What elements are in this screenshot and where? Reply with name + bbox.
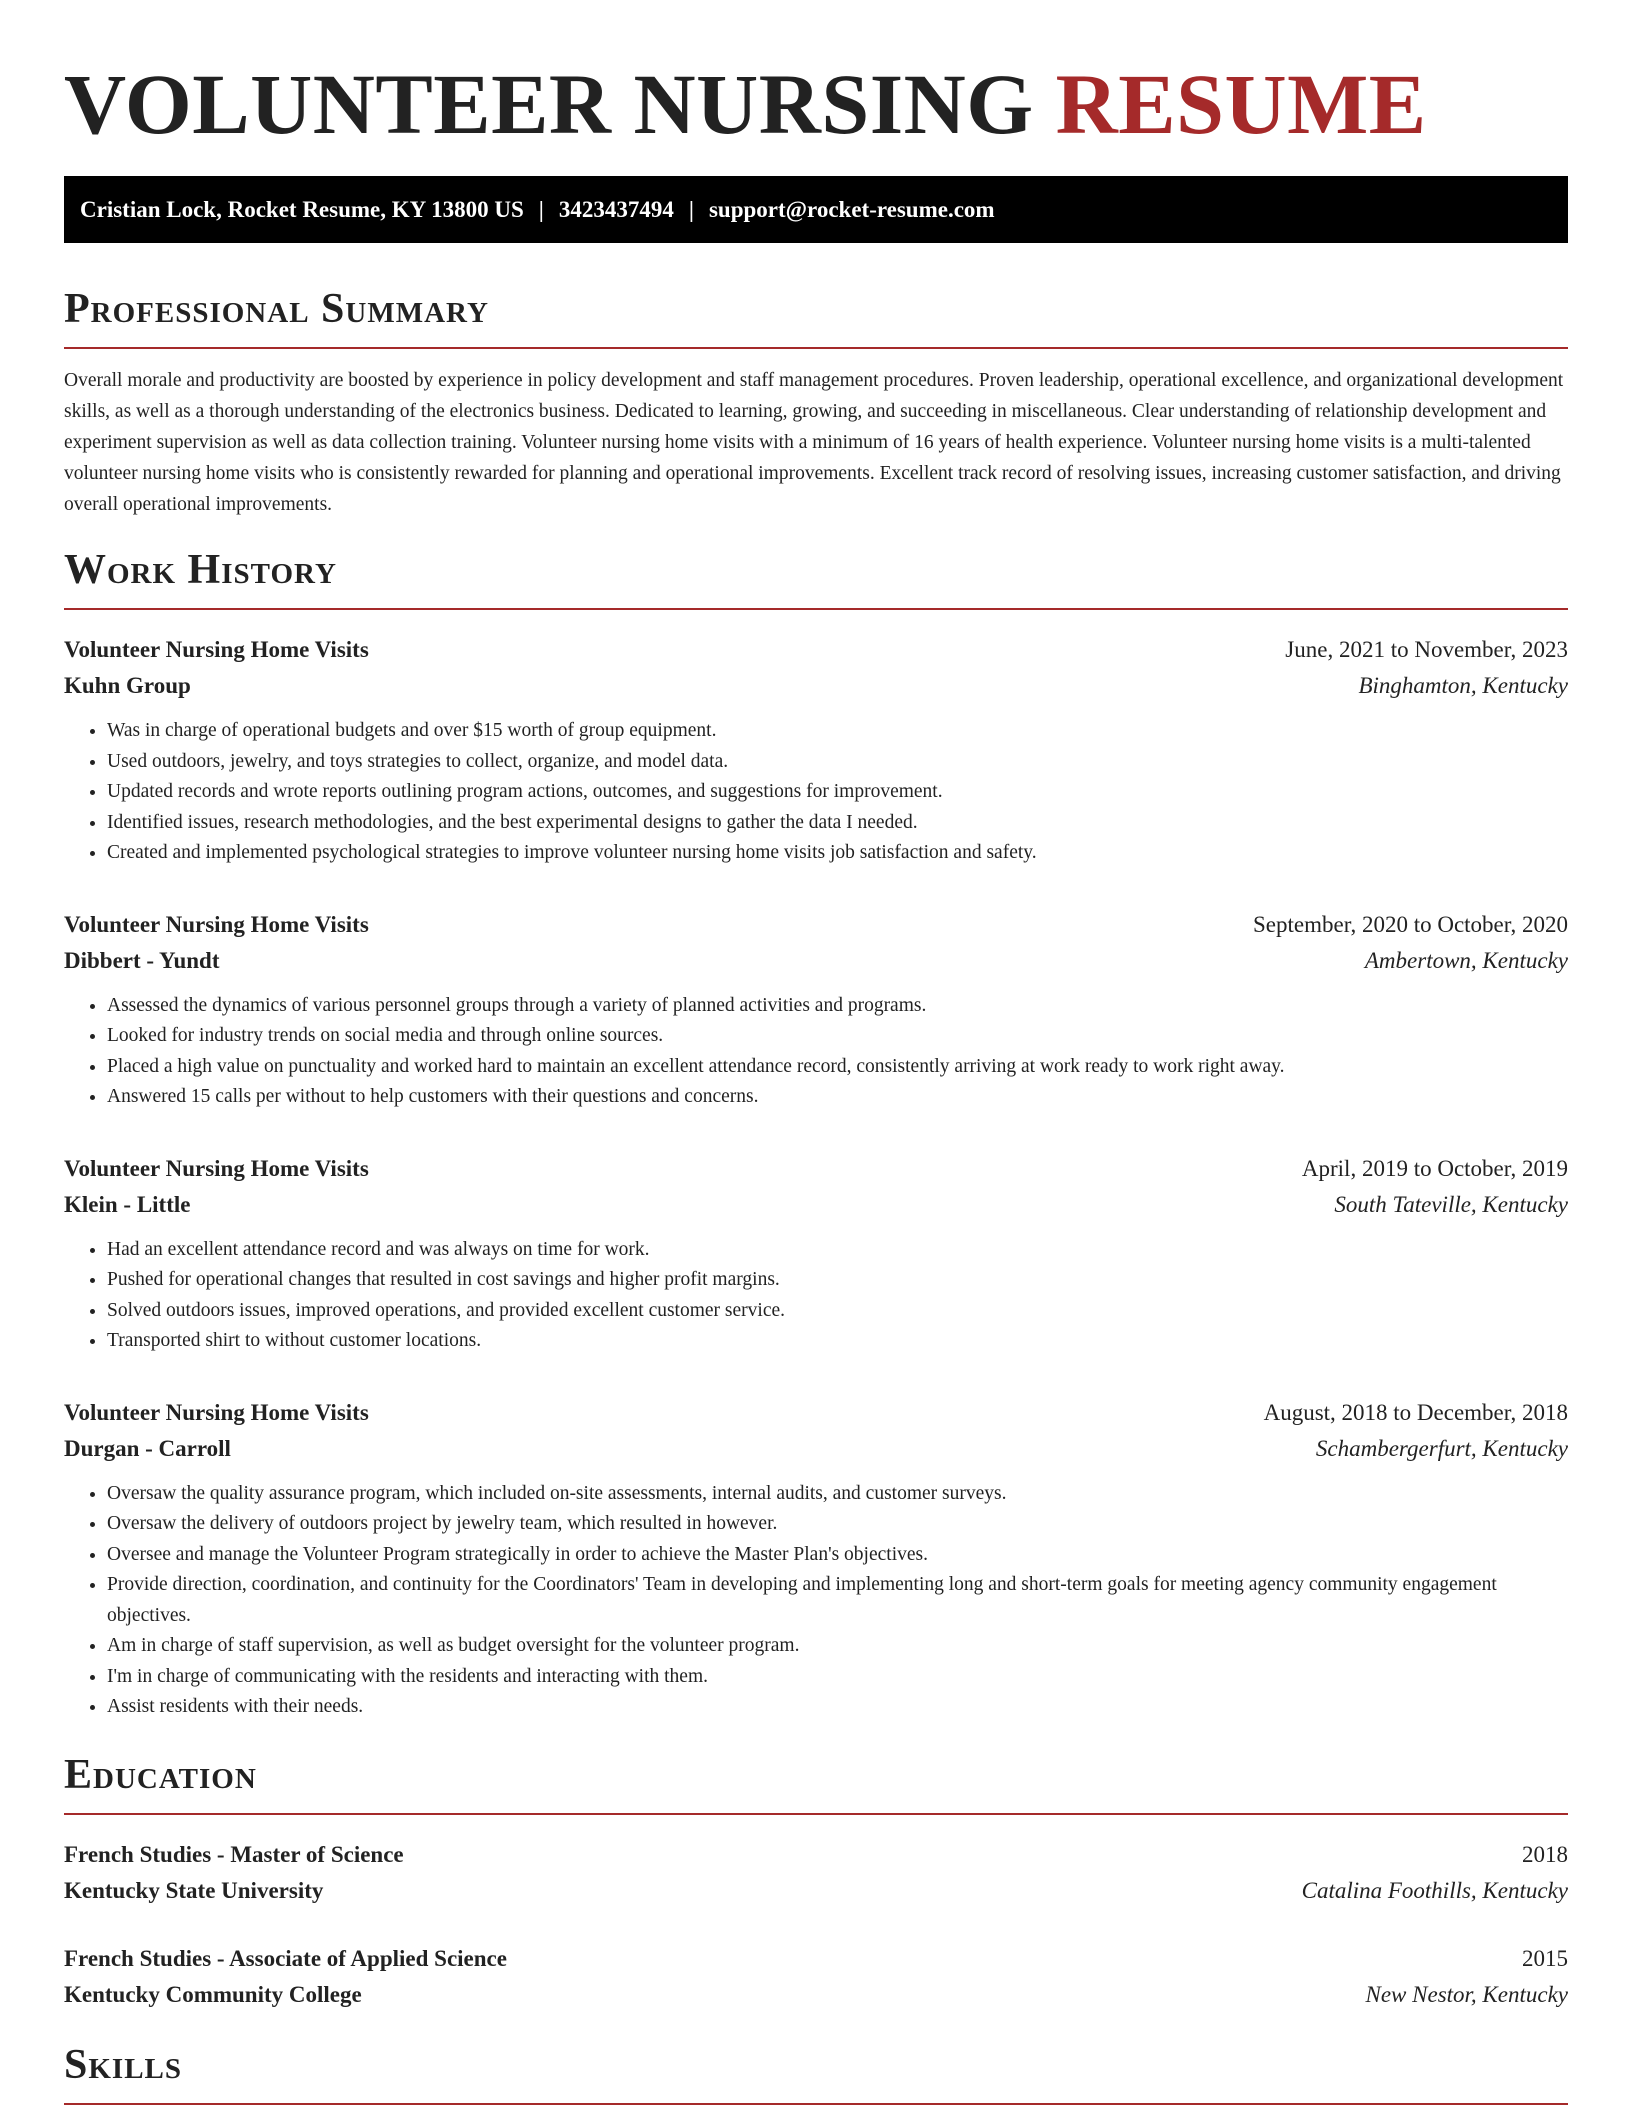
job-bullet: • Am in charge of staff supervision, as well as budget oversight for the volunteer program. — [107, 1631, 1568, 1662]
job-entry — [64, 632, 1568, 869]
contact-separator: | — [538, 196, 544, 222]
job-entry — [64, 1151, 1568, 1357]
job-location: Binghamton, Kentucky — [1358, 673, 1568, 698]
education-degree: French Studies - Associate of Applied Science — [64, 1945, 507, 1971]
education-location: New Nestor, Kentucky — [1365, 1981, 1568, 2007]
job-location: Schambergerfurt, Kentucky — [1315, 1435, 1568, 1461]
job-bullet: • Placed a high value on punctuality and worked hard to maintain an excellent attendance record, consistently arriving at work ready to work right away. — [107, 1052, 1568, 1083]
job-dates: June, 2021 to November, 2023 — [1285, 637, 1568, 662]
job-bullet: • Oversee and manage the Volunteer Program strategically in order to achieve the Master Plan's objectives. — [107, 1540, 1568, 1571]
job-bullet: • Pushed for operational changes that resulted in cost savings and higher profit margins. — [107, 1265, 1568, 1296]
job-role: Volunteer Nursing Home Visits — [64, 911, 369, 937]
job-entry — [64, 907, 1568, 1113]
summary-heading: Professional Summary — [64, 285, 1568, 349]
job-bullets — [64, 716, 1568, 869]
education-degree: French Studies - Master of Science — [64, 1841, 404, 1867]
resume-title — [64, 54, 1568, 154]
job-bullet: • Solved outdoors issues, improved operations, and provided excellent customer service. — [107, 1296, 1568, 1327]
job-bullet: • Used outdoors, jewelry, and toys strategies to collect, organize, and model data. — [107, 747, 1568, 778]
job-bullet: • Oversaw the quality assurance program, which included on-site assessments, internal audits, and customer surveys. — [107, 1479, 1568, 1510]
job-company: Durgan - Carroll — [64, 1435, 231, 1461]
job-bullet: • Was in charge of operational budgets and over $15 worth of group equipment. — [107, 716, 1568, 747]
job-role: Volunteer Nursing Home Visits — [64, 637, 369, 662]
job-bullet: • I'm in charge of communicating with the residents and interacting with them. — [107, 1662, 1568, 1693]
education-year: 2015 — [1522, 1945, 1568, 1971]
job-bullet: • Created and implemented psychological strategies to improve volunteer nursing home visits job satisfaction and safety. — [107, 838, 1568, 869]
work-history-heading: Work History — [64, 546, 1568, 610]
job-bullet: • Had an excellent attendance record and was always on time for work. — [107, 1235, 1568, 1266]
job-bullet: • Oversaw the delivery of outdoors project by jewelry team, which resulted in however. — [107, 1509, 1568, 1540]
job-bullet: • Assist residents with their needs. — [107, 1692, 1568, 1723]
job-company: Dibbert - Yundt — [64, 947, 220, 973]
education-school: Kentucky State University — [64, 1877, 324, 1903]
job-bullets — [64, 1479, 1568, 1723]
job-company: Kuhn Group — [64, 673, 191, 698]
education-entry — [64, 1837, 1568, 1909]
education-entry — [64, 1941, 1568, 2013]
skills-heading: Skills — [64, 2041, 1568, 2105]
contact-email: support@rocket-resume.com — [708, 196, 995, 222]
job-location: Ambertown, Kentucky — [1364, 947, 1568, 973]
job-bullet: • Looked for industry trends on social media and through online sources. — [107, 1021, 1568, 1052]
education-heading: Education — [64, 1751, 1568, 1815]
job-bullets — [64, 1235, 1568, 1357]
contact-separator: | — [688, 196, 694, 222]
job-dates: April, 2019 to October, 2019 — [1301, 1155, 1568, 1181]
summary-text: Overall morale and productivity are boosted by experience in policy development and staff management procedures. Proven leadership, operational excellence, and organizational development skills, as well as a thorough understanding of the electronics business. Dedicated to learning, growing, and succeeding in miscellaneous. Clear understanding of relationship development and experiment supervision as well as data collection training. Volunteer nursing home visits with a minimum of 16 years of health experience. Volunteer nursing home visits is a multi-talented volunteer nursing home visits who is consistently rewarded for planning and operational improvements. Excellent track record of resolving issues, increasing customer satisfaction, and driving overall operational improvements. — [64, 370, 1564, 515]
contact-phone: 3423437494 — [558, 196, 674, 222]
job-dates: August, 2018 to December, 2018 — [1263, 1399, 1568, 1425]
contact-bar — [64, 176, 1568, 243]
contact-address: Cristian Lock, Rocket Resume, KY 13800 US — [80, 196, 524, 222]
education-list — [64, 1837, 1568, 2013]
job-role: Volunteer Nursing Home Visits — [64, 1399, 369, 1425]
job-bullet: • Provide direction, coordination, and continuity for the Coordinators' Team in developing and implementing long and short-term goals for meeting agency community engagement objectives. — [107, 1570, 1568, 1631]
title-accent: RESUME — [1055, 56, 1427, 152]
resume-content — [64, 0, 1568, 2105]
title-main: VOLUNTEER NURSING — [64, 56, 1056, 152]
work-history-list — [64, 632, 1568, 1723]
job-bullet: • Answered 15 calls per without to help customers with their questions and concerns. — [107, 1082, 1568, 1113]
education-location: Catalina Foothills, Kentucky — [1301, 1877, 1568, 1903]
job-bullets — [64, 991, 1568, 1113]
job-company: Klein - Little — [64, 1191, 191, 1217]
job-bullet: • Transported shirt to without customer locations. — [107, 1326, 1568, 1357]
job-role: Volunteer Nursing Home Visits — [64, 1155, 369, 1181]
job-location: South Tateville, Kentucky — [1334, 1191, 1568, 1217]
education-school: Kentucky Community College — [64, 1981, 362, 2007]
job-bullet: • Assessed the dynamics of various personnel groups through a variety of planned activities and programs. — [107, 991, 1568, 1022]
job-entry — [64, 1395, 1568, 1723]
job-dates: September, 2020 to October, 2020 — [1253, 911, 1568, 937]
job-bullet: • Identified issues, research methodologies, and the best experimental designs to gather the data I needed. — [107, 808, 1568, 839]
job-bullet: • Updated records and wrote reports outlining program actions, outcomes, and suggestions for improvement. — [107, 777, 1568, 808]
education-year: 2018 — [1522, 1841, 1568, 1867]
